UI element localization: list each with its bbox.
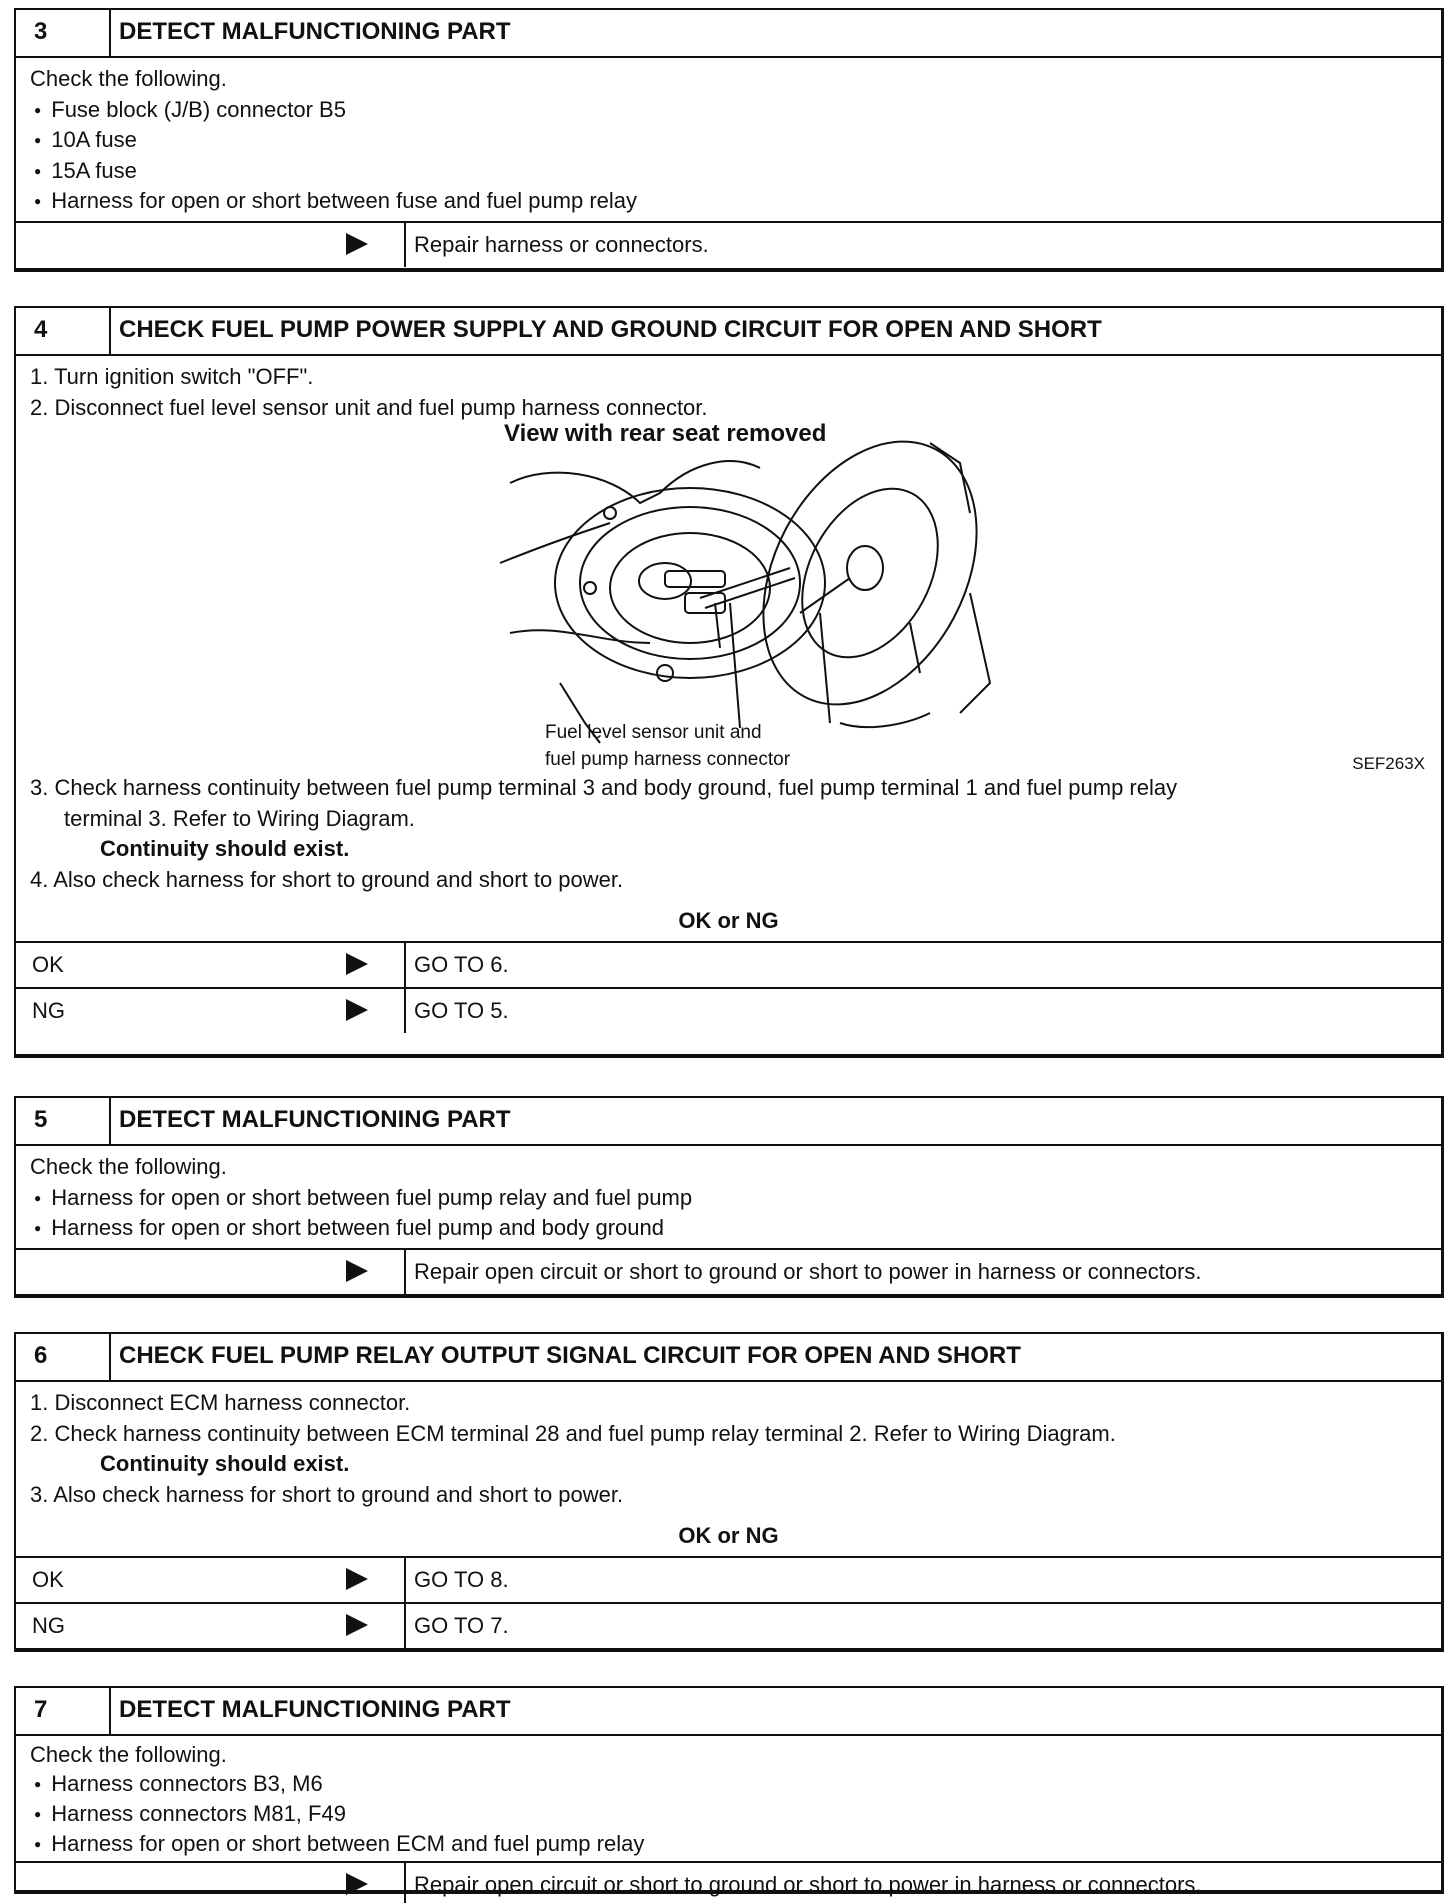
figure-caption: View with rear seat removed bbox=[500, 419, 830, 450]
step-6-block bbox=[14, 1332, 1444, 1652]
step-7-block bbox=[14, 1686, 1444, 1897]
arrow-right-icon bbox=[346, 1614, 368, 1636]
result-condition-cell bbox=[16, 223, 406, 267]
step-3-block bbox=[14, 8, 1444, 272]
result-row-ng bbox=[16, 987, 1441, 1033]
step-number: 5 bbox=[16, 1098, 111, 1144]
step-4-block bbox=[14, 306, 1444, 1058]
step-number: 6 bbox=[16, 1334, 111, 1380]
step-instruction: 2. Disconnect fuel level sensor unit and fuel pump harness connector. bbox=[30, 394, 708, 420]
result-row bbox=[16, 1248, 1441, 1294]
result-condition: OK bbox=[32, 1567, 64, 1592]
arrow-right-icon bbox=[346, 1568, 368, 1590]
step-title: CHECK FUEL PUMP POWER SUPPLY AND GROUND CIRCUIT FOR OPEN AND SHORT bbox=[119, 316, 1102, 343]
step-title: DETECT MALFUNCTIONING PART bbox=[119, 1696, 511, 1723]
arrow-right-icon bbox=[346, 233, 368, 255]
list-item: ● Harness for open or short between fuel pump and body ground bbox=[30, 1213, 1441, 1244]
ok-or-ng-label: OK or NG bbox=[16, 1516, 1441, 1558]
result-action: GO TO 5. bbox=[414, 998, 509, 1023]
result-condition: NG bbox=[32, 998, 65, 1023]
result-action: Repair harness or connectors. bbox=[414, 231, 709, 257]
list-item: ● Harness for open or short between fuel pump relay and fuel pump bbox=[30, 1183, 1441, 1214]
step-title: CHECK FUEL PUMP RELAY OUTPUT SIGNAL CIRCUIT FOR OPEN AND SHORT bbox=[119, 1342, 1021, 1369]
step-header bbox=[16, 1688, 1441, 1736]
figure-label bbox=[545, 719, 790, 773]
step-number: 7 bbox=[16, 1688, 111, 1734]
step-instruction: Check the following. bbox=[30, 1154, 227, 1179]
list-item: ● 10A fuse bbox=[30, 125, 1441, 156]
figure-fuel-pump bbox=[30, 420, 1441, 773]
step-header bbox=[16, 1098, 1441, 1146]
emphasis-text: Continuity should exist. bbox=[100, 836, 350, 861]
result-condition-cell bbox=[16, 1863, 406, 1903]
list-item: ● Harness for open or short between fuse and fuel pump relay bbox=[30, 186, 1441, 217]
arrow-right-icon bbox=[346, 1260, 368, 1282]
step-instruction: 3. Check harness continuity between fuel pump terminal 3 and body ground, fuel pump terminal 1 and fuel pump relay bbox=[30, 775, 1178, 800]
result-action: GO TO 6. bbox=[414, 952, 509, 977]
result-row-ng bbox=[16, 1602, 1441, 1648]
list-item: ● Fuse block (J/B) connector B5 bbox=[30, 95, 1441, 126]
result-condition-cell bbox=[16, 1558, 406, 1602]
step-number: 4 bbox=[16, 308, 111, 354]
result-condition-cell bbox=[16, 943, 406, 987]
result-action: GO TO 8. bbox=[414, 1567, 509, 1592]
emphasis-text: Continuity should exist. bbox=[100, 1451, 350, 1476]
result-condition: OK bbox=[32, 952, 64, 977]
step-title: DETECT MALFUNCTIONING PART bbox=[119, 1106, 511, 1133]
step-instruction: 4. Also check harness for short to ground and short to power. bbox=[30, 866, 624, 892]
list-item: ● Harness connectors M81, F49 bbox=[30, 1799, 1441, 1829]
list-item: ● Harness for open or short between ECM and fuel pump relay bbox=[30, 1829, 1441, 1859]
list-item: ● 15A fuse bbox=[30, 156, 1441, 187]
step-instruction: Check the following. bbox=[30, 66, 227, 91]
step-body bbox=[16, 58, 1441, 223]
step-instruction: 1. Turn ignition switch "OFF". bbox=[30, 364, 314, 389]
fuel-pump-illustration bbox=[490, 423, 1010, 753]
result-action: Repair open circuit or short to ground or short to power in harness or connectors. bbox=[414, 1258, 1202, 1284]
step-header bbox=[16, 10, 1441, 58]
step-header bbox=[16, 1334, 1441, 1382]
step-number: 3 bbox=[16, 10, 111, 56]
list-item: ● Harness connectors B3, M6 bbox=[30, 1769, 1441, 1799]
step-body bbox=[16, 356, 1441, 901]
step-instruction: 3. Also check harness for short to ground and short to power. bbox=[30, 1481, 624, 1507]
step-instruction: 1. Disconnect ECM harness connector. bbox=[30, 1390, 411, 1415]
step-instruction: 2. Check harness continuity between ECM terminal 28 and fuel pump relay terminal 2. Refer to Wiring Diagram. bbox=[30, 1420, 1116, 1446]
result-row-ok bbox=[16, 1558, 1441, 1602]
ok-or-ng-label: OK or NG bbox=[16, 901, 1441, 943]
result-condition-cell bbox=[16, 1250, 406, 1294]
arrow-right-icon bbox=[346, 953, 368, 975]
step-instruction: Check the following. bbox=[30, 1742, 227, 1767]
step-body bbox=[16, 1736, 1441, 1863]
result-row bbox=[16, 221, 1441, 267]
figure-label-line: Fuel level sensor unit and bbox=[545, 722, 762, 743]
result-action: Repair open circuit or short to ground or short to power in harness or connectors. bbox=[414, 1872, 1202, 1897]
step-body bbox=[16, 1146, 1441, 1250]
step-instruction-cont: terminal 3. Refer to Wiring Diagram. bbox=[64, 805, 415, 831]
result-row bbox=[16, 1861, 1441, 1903]
result-condition-cell bbox=[16, 1604, 406, 1648]
step-header bbox=[16, 308, 1441, 356]
arrow-right-icon bbox=[346, 999, 368, 1021]
arrow-right-icon bbox=[346, 1873, 368, 1895]
step-body bbox=[16, 1382, 1441, 1516]
result-action: GO TO 7. bbox=[414, 1613, 509, 1638]
result-condition: NG bbox=[32, 1613, 65, 1638]
result-condition-cell bbox=[16, 989, 406, 1033]
figure-label-line: fuel pump harness connector bbox=[545, 749, 791, 770]
result-row-ok bbox=[16, 943, 1441, 987]
figure-id: SEF263X bbox=[1352, 754, 1425, 773]
step-5-block bbox=[14, 1096, 1444, 1298]
step-title: DETECT MALFUNCTIONING PART bbox=[119, 18, 511, 45]
